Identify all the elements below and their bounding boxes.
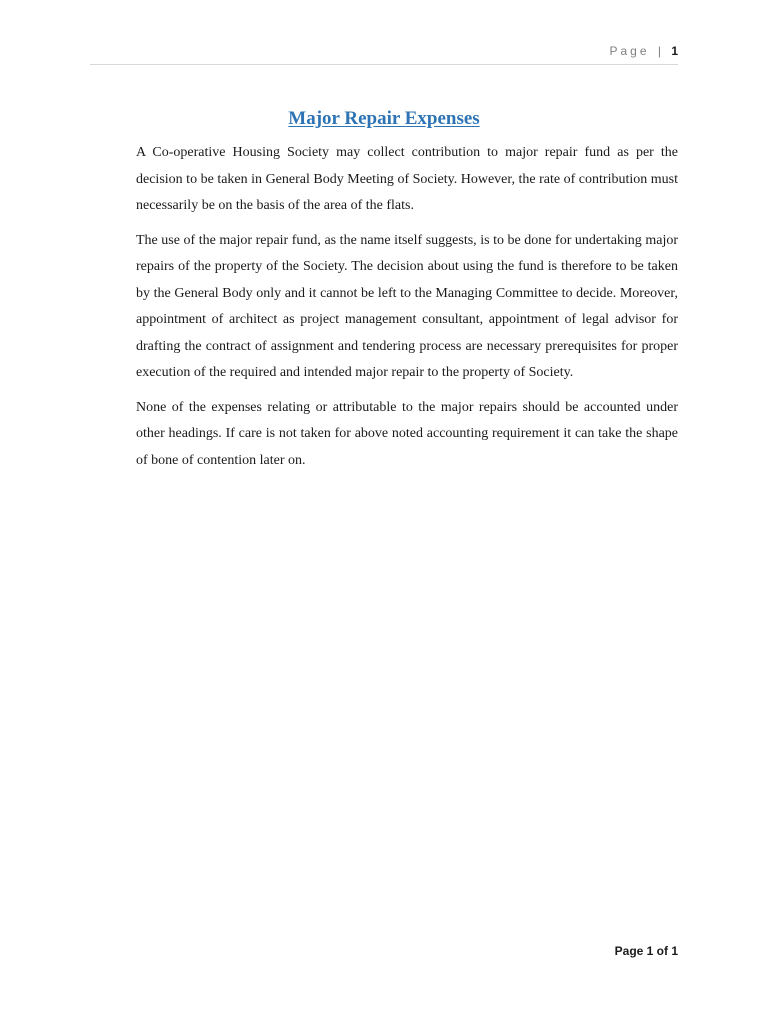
document-title: Major Repair Expenses: [288, 108, 480, 129]
document-title-wrapper: [0, 108, 768, 130]
page-label: Page: [609, 44, 650, 58]
header-divider: [90, 64, 678, 65]
paragraph-1: A Co-operative Housing Society may collect contribution to major repair fund as per the decision to be taken in General Body Meeting of Society. However, the rate of contribution must necessarily be on the basis of the area of the flats.: [136, 145, 678, 213]
document-body: [136, 140, 678, 482]
page-header: [609, 44, 678, 58]
page-footer: Page 1 of 1: [614, 944, 678, 958]
paragraph-2: The use of the major repair fund, as the name itself suggests, is to be done for undertaking major repairs of the property of the Society. The decision about using the fund is therefore to be taken by the General Body only and it cannot be left to the Managing Committee to decide. Moreover, appointment of architect as project management consultant, appointment of legal advisor for drafting the contract of assignment and tendering process are necessary prerequisites for proper execution of the required and intended major repair to the property of Society.: [136, 232, 678, 380]
page-number: 1: [671, 44, 678, 58]
paragraph-3: None of the expenses relating or attributable to the major repairs should be accounted under other headings. If care is not taken for above noted accounting requirement it can take the shape of bone of contention later on.: [136, 399, 678, 468]
page-separator: |: [657, 44, 661, 58]
